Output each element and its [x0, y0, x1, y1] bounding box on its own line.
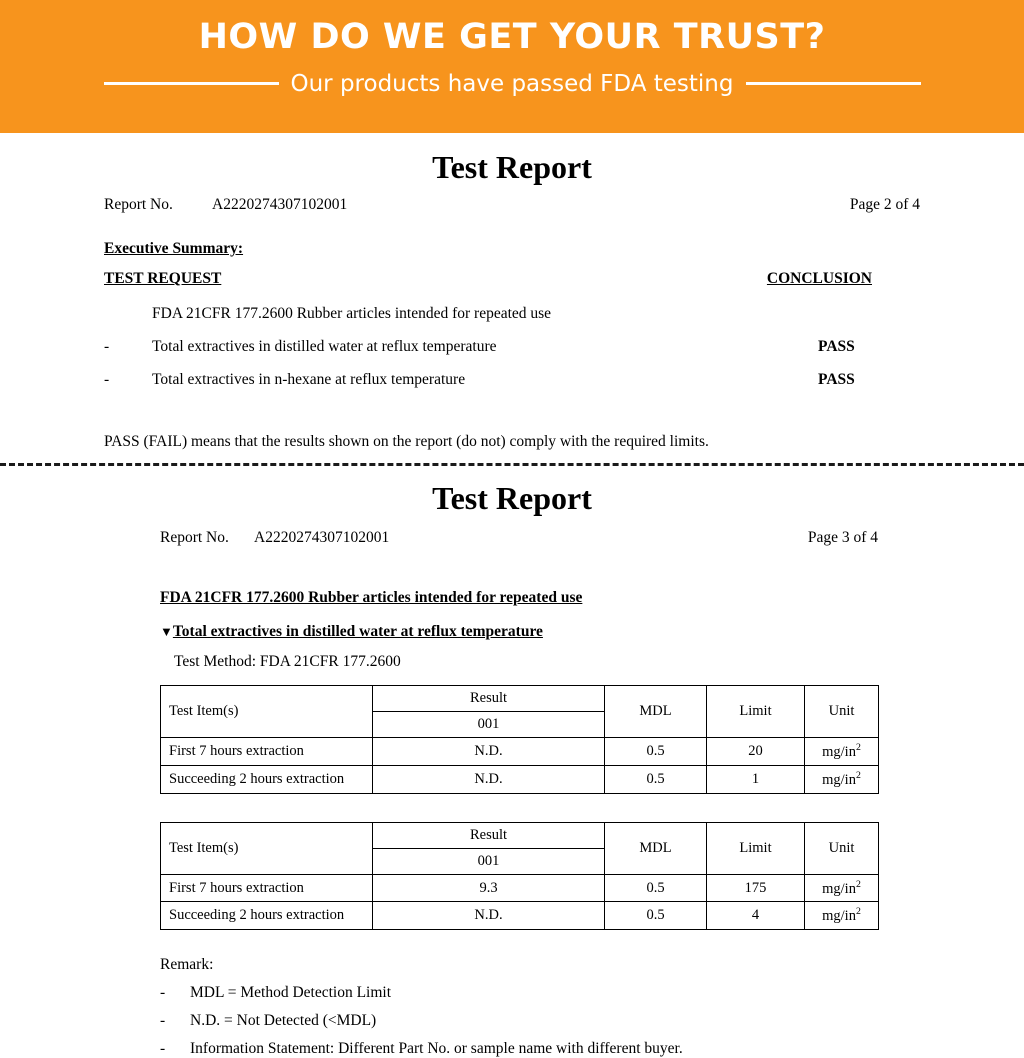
- report2-remark: [160, 1040, 878, 1058]
- divider-line-right: [746, 82, 921, 85]
- report1-test-item: [104, 371, 920, 389]
- banner-subtitle: Our products have passed FDA testing: [290, 70, 734, 97]
- list-dash: -: [160, 1012, 166, 1030]
- table-header-limit: Limit: [707, 686, 805, 738]
- list-dash: -: [104, 371, 110, 388]
- report1-report-number: [104, 196, 347, 214]
- table-header-sample: 001: [373, 712, 605, 738]
- report2-remark-text: N.D. = Not Detected (<MDL): [190, 1012, 377, 1030]
- triangle-down-icon: ▼: [160, 624, 173, 639]
- report2-section-heading: Total extractives in distilled water at reflux temperature: [172, 623, 543, 640]
- table-cell-result: N.D.: [373, 765, 605, 793]
- table-cell-item: Succeeding 2 hours extraction: [161, 902, 373, 930]
- table-cell-result: N.D.: [373, 902, 605, 930]
- table-cell-unit: $mg/in^2$: [805, 902, 879, 930]
- table-row: [161, 765, 879, 793]
- table-spacer: [160, 794, 878, 808]
- report1-test-item-text: Total extractives in n-hexane at reflux temperature: [152, 371, 466, 388]
- divider-line-left: [104, 82, 279, 85]
- report1-executive-summary-label: Executive Summary:: [104, 240, 244, 257]
- report1-footnote: PASS (FAIL) means that the results shown on the report (do not) comply with the required limits.: [104, 433, 709, 450]
- table-cell-item: First 7 hours extraction: [161, 738, 373, 766]
- table-header-result: Result: [373, 686, 605, 712]
- table-header-item: Test Item(s): [161, 822, 373, 874]
- report2-report-no-label: Report No.: [160, 529, 229, 546]
- report2-report-number: [160, 529, 389, 547]
- report2-section-heading-row: [160, 623, 878, 641]
- list-dash: -: [160, 1040, 166, 1058]
- report2-title: Test Report: [432, 480, 592, 516]
- report1-report-no-value: A2220274307102001: [212, 196, 348, 213]
- report1-standard-line: FDA 21CFR 177.2600 Rubber articles intended for repeated use: [152, 305, 552, 322]
- table-cell-mdl: 0.5: [605, 765, 707, 793]
- table-header-result: Result: [373, 822, 605, 848]
- table-cell-limit: 1: [707, 765, 805, 793]
- table-cell-result: 9.3: [373, 874, 605, 902]
- list-dash: -: [104, 338, 110, 355]
- report2-standard-heading: FDA 21CFR 177.2600 Rubber articles intended for repeated use: [160, 589, 583, 606]
- table-header-item: Test Item(s): [161, 686, 373, 738]
- table-cell-limit: 175: [707, 874, 805, 902]
- report1-test-item-text: Total extractives in distilled water at reflux temperature: [152, 338, 497, 355]
- report1-test-item: [104, 338, 920, 356]
- table-row: [161, 686, 879, 712]
- report1-test-item-result: PASS: [818, 338, 855, 355]
- report1-conclusion-label: CONCLUSION: [766, 270, 872, 287]
- results-table: [160, 822, 879, 931]
- table-cell-result: N.D.: [373, 738, 605, 766]
- table-cell-item: Succeeding 2 hours extraction: [161, 765, 373, 793]
- table-cell-item: First 7 hours extraction: [161, 874, 373, 902]
- table-cell-mdl: 0.5: [605, 738, 707, 766]
- table-cell-mdl: 0.5: [605, 874, 707, 902]
- report2-test-method: Test Method: FDA 21CFR 177.2600: [174, 653, 401, 670]
- report2-remark-text: Information Statement: Different Part No. or sample name with different buyer.: [190, 1040, 683, 1058]
- report1-test-request-label: TEST REQUEST: [104, 270, 222, 287]
- table-cell-mdl: 0.5: [605, 902, 707, 930]
- banner-title: HOW DO WE GET YOUR TRUST?: [198, 17, 826, 57]
- report1-title: Test Report: [432, 149, 592, 185]
- report1-page-label: Page 2 of 4: [849, 196, 920, 213]
- table-cell-unit: $mg/in^2$: [805, 765, 879, 793]
- report2-remark-label: Remark:: [160, 956, 214, 974]
- test-report-page-3: [0, 466, 1024, 1058]
- report2-remark-text: MDL = Method Detection Limit: [190, 984, 392, 1002]
- report2-remark: [160, 1012, 878, 1030]
- table-cell-unit: $mg/in^2$: [805, 738, 879, 766]
- table-header-unit: Unit: [805, 822, 879, 874]
- table-header-unit: Unit: [805, 686, 879, 738]
- table-header-mdl: MDL: [605, 822, 707, 874]
- banner-subtitle-row: [0, 71, 1024, 97]
- report1-report-no-label: Report No.: [104, 196, 173, 213]
- table-row: [161, 874, 879, 902]
- table-header-sample: 001: [373, 848, 605, 874]
- promo-banner: [0, 0, 1024, 133]
- table-row: [161, 738, 879, 766]
- table-cell-limit: 4: [707, 902, 805, 930]
- table-header-mdl: MDL: [605, 686, 707, 738]
- report2-header-row: [160, 529, 878, 547]
- test-report-page-2: [0, 133, 1024, 451]
- table-row: [161, 902, 879, 930]
- results-table: [160, 685, 879, 794]
- report1-test-item-result: PASS: [818, 371, 855, 388]
- table-cell-limit: 20: [707, 738, 805, 766]
- report2-remark: [160, 984, 878, 1002]
- report2-report-no-value: A2220274307102001: [254, 529, 390, 546]
- report1-column-headers: [104, 270, 920, 288]
- report2-page-label: Page 3 of 4: [807, 529, 878, 546]
- table-row: [161, 822, 879, 848]
- table-cell-unit: $mg/in^2$: [805, 874, 879, 902]
- list-dash: -: [160, 984, 166, 1002]
- report1-header-row: [104, 196, 920, 214]
- table-header-limit: Limit: [707, 822, 805, 874]
